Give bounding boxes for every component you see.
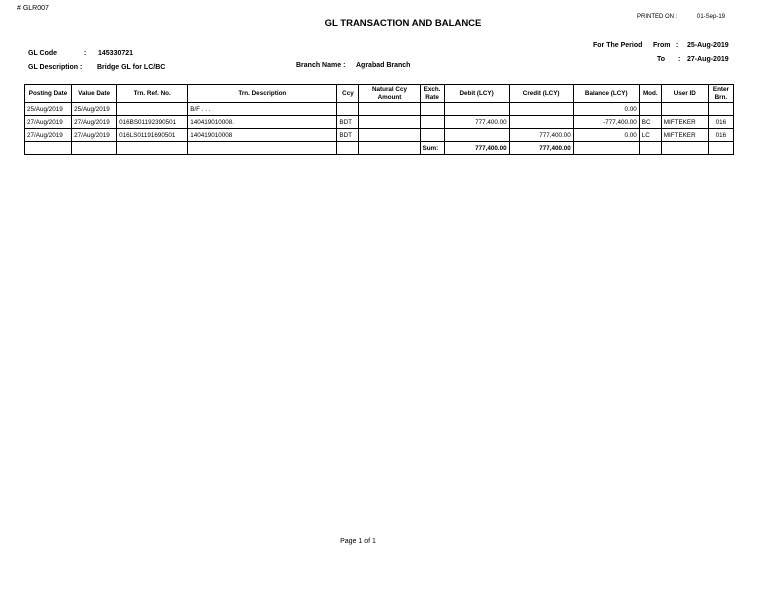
natural-amount-cell (359, 116, 420, 129)
period-from-value: 25-Aug-2019 (687, 42, 729, 49)
user-id-cell: MIFTEKER (661, 129, 708, 142)
debit-cell (444, 103, 509, 116)
trn-ref-cell (117, 103, 188, 116)
gl-description-value: Bridge GL for LC/BC (97, 64, 166, 71)
debit-cell (444, 129, 509, 142)
credit-cell (509, 116, 573, 129)
user-id-cell: MIFTEKER (661, 116, 708, 129)
period-label: For The Period (593, 42, 643, 49)
page-number: Page 1 of 1 (340, 538, 376, 545)
column-header: Exch. Rate (420, 85, 444, 103)
ccy-cell (337, 103, 359, 116)
enter-branch-cell: 016 (708, 116, 733, 129)
transaction-table (24, 84, 734, 155)
credit-cell: 777,400.00 (509, 129, 573, 142)
column-header: User ID (661, 85, 708, 103)
gl-code-label: GL Code (28, 50, 58, 57)
balance-cell: 0.00 (573, 103, 639, 116)
table-row (25, 103, 734, 116)
balance-cell: 0.00 (573, 129, 639, 142)
printed-on-date: 01-Sep-19 (697, 14, 726, 20)
user-id-cell (661, 103, 708, 116)
printed-on-label: PRINTED ON : (637, 14, 678, 20)
value-date-cell: 25/Aug/2019 (72, 103, 117, 116)
exch-rate-cell (420, 116, 444, 129)
gl-description-label: GL Description : (28, 64, 83, 71)
column-header: Value Date (72, 85, 117, 103)
enter-branch-cell (708, 103, 733, 116)
credit-cell (509, 103, 573, 116)
column-header: Balance (LCY) (573, 85, 639, 103)
trn-description-cell: 140419010008. (188, 116, 337, 129)
sum-credit: 777,400.00 (509, 142, 573, 155)
gl-code-colon: : (84, 50, 87, 57)
module-cell: BC (639, 116, 661, 129)
module-cell (639, 103, 661, 116)
sum-debit: 777,400.00 (444, 142, 509, 155)
enter-branch-cell: 016 (708, 129, 733, 142)
column-header: Credit (LCY) (509, 85, 573, 103)
branch-name-label: Branch Name : (296, 62, 346, 69)
table-header-row (25, 85, 734, 103)
gl-code-value: 145330721 (98, 50, 134, 57)
posting-date-cell: 27/Aug/2019 (25, 116, 72, 129)
module-cell: LC (639, 129, 661, 142)
report-title: GL TRANSACTION AND BALANCE (324, 18, 482, 29)
period-to-value: 27-Aug-2019 (687, 56, 729, 63)
natural-amount-cell (359, 129, 420, 142)
ccy-cell: BDT (337, 116, 359, 129)
period-to-colon: : (678, 56, 681, 63)
posting-date-cell: 27/Aug/2019 (25, 129, 72, 142)
exch-rate-cell (420, 103, 444, 116)
trn-description-cell: 140419010008 (188, 129, 337, 142)
column-header: Ccy (337, 85, 359, 103)
trn-ref-cell: 016BS01192390501 (117, 116, 188, 129)
sum-row (25, 142, 734, 155)
exch-rate-cell (420, 129, 444, 142)
trn-description-cell: B/F . . . (188, 103, 337, 116)
period-to-label: To (657, 56, 666, 63)
period-from-label: From (653, 42, 671, 49)
column-header: Debit (LCY) (444, 85, 509, 103)
column-header: Trn. Description (188, 85, 337, 103)
report-id: # GLR007 (17, 5, 49, 12)
branch-name-value: Agrabad Branch (356, 62, 411, 69)
table-row (25, 129, 734, 142)
column-header: Mod. (639, 85, 661, 103)
value-date-cell: 27/Aug/2019 (72, 129, 117, 142)
table-row (25, 116, 734, 129)
value-date-cell: 27/Aug/2019 (72, 116, 117, 129)
column-header: Natural Ccy Amount (359, 85, 420, 103)
ccy-cell: BDT (337, 129, 359, 142)
trn-ref-cell: 016LS01191690501 (117, 129, 188, 142)
natural-amount-cell (359, 103, 420, 116)
sum-label: Sum: (420, 142, 444, 155)
column-header: Posting Date (25, 85, 72, 103)
period-from-colon: : (676, 42, 679, 49)
column-header: Enter Brn. (708, 85, 733, 103)
debit-cell: 777,400.00 (444, 116, 509, 129)
balance-cell: -777,400.00 (573, 116, 639, 129)
column-header: Trn. Ref. No. (117, 85, 188, 103)
posting-date-cell: 25/Aug/2019 (25, 103, 72, 116)
